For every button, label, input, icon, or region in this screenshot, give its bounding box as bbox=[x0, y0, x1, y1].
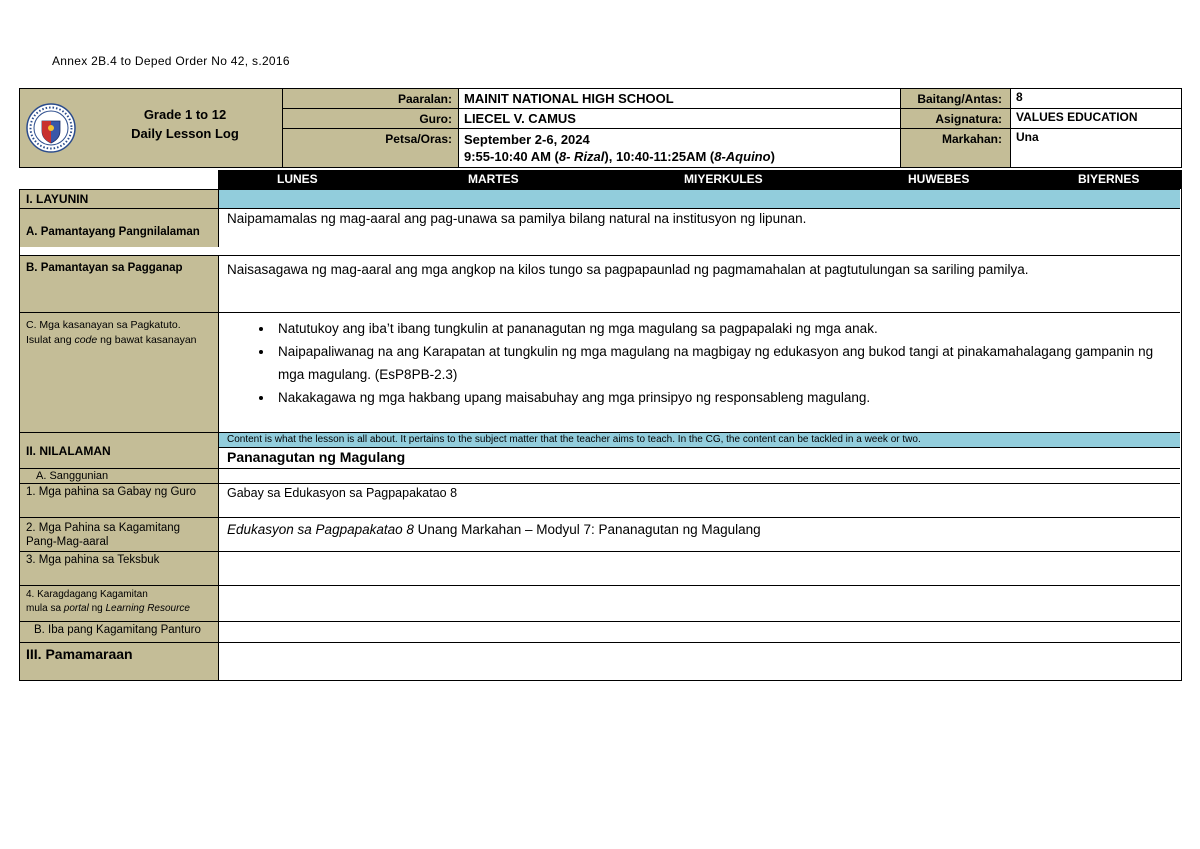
teksbuk-label: 3. Mga pahina sa Teksbuk bbox=[20, 552, 219, 585]
day-martes: MARTES bbox=[468, 172, 519, 186]
kasanayan-label: C. Mga kasanayan sa Pagkatuto. Isulat ang code ng bawat kasanayan bbox=[20, 313, 219, 432]
pamantayang-label: A. Pamantayang Pangnilalaman bbox=[20, 209, 219, 247]
pamamaraan-row bbox=[20, 642, 1180, 680]
layunin-row bbox=[20, 189, 1180, 208]
karagdagang-row bbox=[20, 585, 1180, 621]
gabay-text: Gabay sa Edukasyon sa Pagpapakatao 8 bbox=[227, 486, 458, 500]
karagdagang-label: 4. Karagdagang Kagamitan mula sa portal ng Learning Resource bbox=[20, 586, 219, 621]
nilalaman-note: Content is what the lesson is all about. It pertains to the subject matter that the teacher aims to teach. In the CG, the content can be tackled in a week or two. bbox=[219, 433, 1180, 448]
baitang-label: Baitang/Antas: bbox=[917, 92, 1002, 106]
petsa-value bbox=[458, 129, 900, 167]
list-item: • Naipapaliwanag na ang Karapatan at tungkulin ng mga magulang na magbigay ng edukasyon ang bukod tangi at pinakamahalagang gampanin ng mga magulang. (EsP8PB-2.3) bbox=[274, 340, 1172, 386]
lesson-log-table bbox=[19, 189, 1182, 681]
gabay-label: 1. Mga pahina sa Gabay ng Guro bbox=[20, 484, 219, 517]
pamantayang-text: Naipamamalas ng mag-aaral ang pag-unawa sa pamilya bilang natural na institusyon ng lipunan. bbox=[227, 211, 807, 226]
day-miyerkules: MIYERKULES bbox=[684, 172, 763, 186]
sanggunian-label: A. Sanggunian bbox=[20, 469, 219, 483]
markahan-value: Una bbox=[1010, 129, 1181, 167]
kagamitang-row bbox=[20, 517, 1180, 551]
day-huwebes: HUWEBES bbox=[908, 172, 970, 186]
asignatura-value: VALUES EDUCATION bbox=[1010, 109, 1181, 128]
markahan-label: Markahan: bbox=[941, 132, 1002, 146]
pamantayang-row bbox=[20, 208, 1180, 247]
petsa-label: Petsa/Oras: bbox=[385, 132, 452, 146]
baitang-value: 8 bbox=[1010, 89, 1181, 108]
iba-label: B. Iba pang Kagamitang Panturo bbox=[20, 622, 219, 642]
pamamaraan-label: III. Pamamaraan bbox=[20, 643, 219, 680]
layunin-band bbox=[219, 189, 1180, 208]
nilalaman-text: Pananagutan ng Magulang bbox=[227, 449, 406, 465]
kasanayan-list bbox=[219, 313, 1180, 432]
day-biyernes: BIYERNES bbox=[1078, 172, 1140, 186]
weekday-bar bbox=[218, 170, 1182, 189]
list-item: • Nakakagawa ng mga hakbang upang maisabuhay ang mga prinsipyo ng responsableng magulang. bbox=[274, 386, 1172, 409]
pagganap-row bbox=[20, 255, 1180, 312]
sanggunian-row bbox=[20, 468, 1180, 483]
lesson-log-header bbox=[19, 88, 1182, 168]
kasanayan-row bbox=[20, 312, 1180, 432]
nilalaman-row bbox=[20, 432, 1180, 468]
iba-row bbox=[20, 621, 1180, 642]
layunin-label: I. LAYUNIN bbox=[20, 189, 219, 208]
paaralan-value: MAINIT NATIONAL HIGH SCHOOL bbox=[458, 89, 900, 108]
annex-reference: Annex 2B.4 to Deped Order No 42, s.2016 bbox=[52, 54, 290, 68]
paaralan-label: Paaralan: bbox=[397, 92, 452, 106]
log-title: Daily Lesson Log bbox=[131, 126, 239, 141]
day-lunes: LUNES bbox=[277, 172, 318, 186]
guro-value: LIECEL V. CAMUS bbox=[458, 109, 900, 128]
petsa-date: September 2-6, 2024 bbox=[464, 132, 590, 147]
deped-seal-icon bbox=[26, 103, 76, 153]
asignatura-label: Asignatura: bbox=[935, 112, 1002, 126]
list-item: • Natutukoy ang iba’t ibang tungkulin at pananagutan ng mga magulang sa pagpapalaki ng mga anak. bbox=[274, 317, 1172, 340]
nilalaman-label: II. NILALAMAN bbox=[20, 433, 219, 468]
pagganap-text: Naisasagawa ng mag-aaral ang mga angkop na kilos tungo sa pagpapaunlad ng pagmamahalan at pagtutulungan sa sariling pamilya. bbox=[227, 262, 1029, 277]
pagganap-label: B. Pamantayan sa Pagganap bbox=[20, 256, 219, 312]
oras-time: 9:55-10:40 AM (8- Rizal), 10:40-11:25AM (8-Aquino) bbox=[464, 149, 775, 164]
kagamitang-text: Edukasyon sa Pagpapakatao 8 Unang Markahan – Modyul 7: Pananagutan ng Magulang bbox=[227, 522, 761, 537]
grade-title: Grade 1 to 12 bbox=[143, 107, 227, 122]
teksbuk-row bbox=[20, 551, 1180, 585]
guro-label: Guro: bbox=[419, 112, 452, 126]
gabay-row bbox=[20, 483, 1180, 517]
kagamitang-label: 2. Mga Pahina sa Kagamitang Pang-Mag-aaral bbox=[20, 518, 219, 551]
